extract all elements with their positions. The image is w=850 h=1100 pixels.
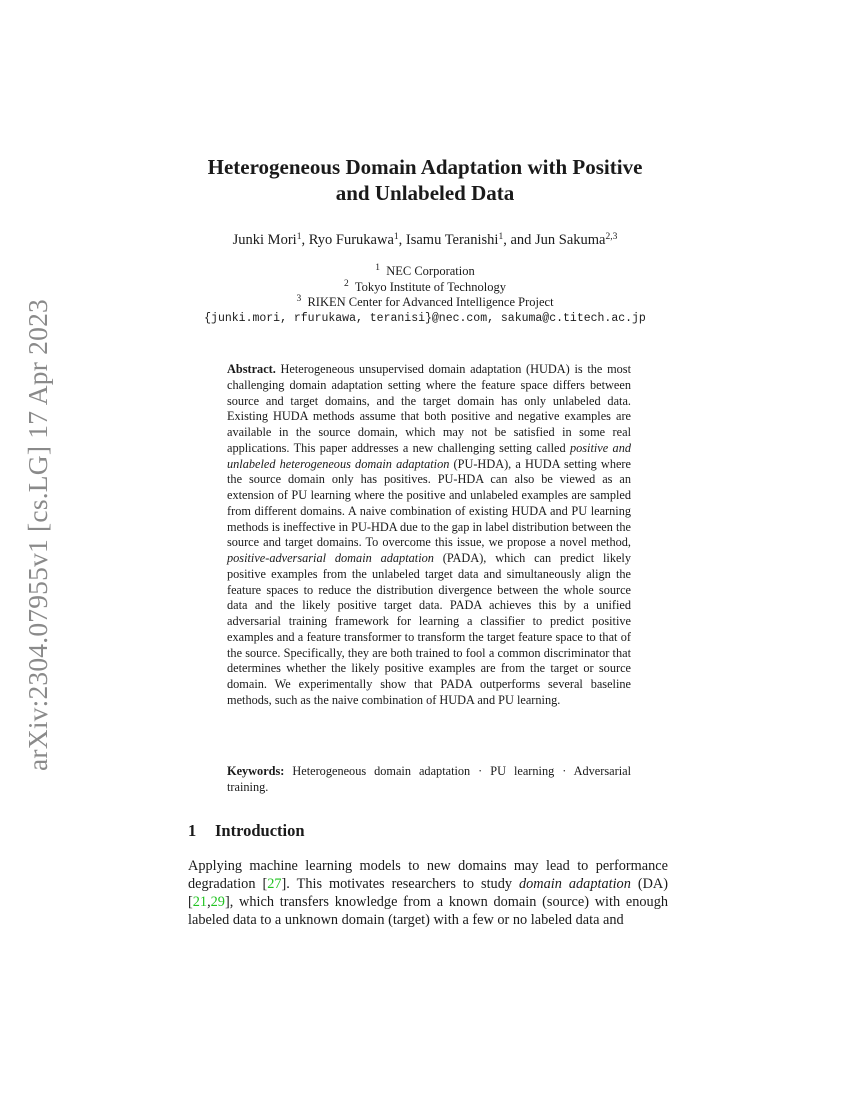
section-heading [188, 821, 305, 841]
author-emails: {junki.mori, rfurukawa, teranisi}@nec.com, sakuma@c.titech.ac.jp [204, 311, 646, 325]
affiliation-row [150, 295, 700, 311]
affiliation-mark: 3 [296, 294, 302, 304]
title-line-2: and Unlabeled Data [335, 181, 515, 205]
affiliation-row [150, 280, 700, 296]
citation-link[interactable]: 21 [192, 894, 208, 910]
author-name: Isamu Teranishi [405, 232, 499, 248]
keywords-text: Heterogeneous domain adaptation · PU learning · Adversarial training. [227, 764, 631, 794]
author-name: Jun Sakuma [535, 232, 606, 248]
citation-link[interactable]: 29 [210, 894, 225, 910]
author-name: Junki Mori [232, 232, 297, 248]
affiliation-mark: 2 [344, 278, 349, 289]
abstract-text: (PADA), which can predict likely positive examples from the unlabeled target data and simultaneously align the feature spaces to reduce the distribution divergence between the whole source data and the likely positive target data. PADA achieves this by a unified adversarial training framework for learning a classifier to predict positive examples and a feature transformer to transform the target feature space to that of the source. Specifically, they are both trained to fool a common discriminator that determines whether the likely positive examples are from the target or source domain. We experimentally show that PADA outperforms several baseline methods, such as the naive combination of HUDA and PU learning. [227, 551, 631, 707]
affiliation-row [150, 264, 700, 280]
abstract-text: Heterogeneous unsupervised domain adaptation (HUDA) is the most challenging domain adaptation setting where the feature space differs between source and target domains, and the target domain has only unlabeled data. Existing HUDA methods assume that both positive and negative examples are available in the source domain, which may not be satisfied in some real applications. This paper addresses a new challenging setting called [227, 362, 631, 455]
affiliation-name: NEC Corporation [386, 264, 475, 278]
affiliation-mark: 1 [375, 263, 380, 273]
citation-link[interactable]: 27 [267, 876, 282, 892]
intro-text: (DA) [ [188, 876, 669, 910]
author-affil-mark: 2,3 [605, 232, 618, 242]
arxiv-identifier: arXiv:2304.07955v1 [cs.LG] 17 Apr 2023 [22, 299, 53, 771]
abstract-emphasis: positive-adversarial domain adaptation [227, 551, 434, 565]
intro-text: , [207, 894, 211, 910]
intro-text: Applying machine learning models to new domains may lead to performance degradation [ [188, 858, 668, 892]
arxiv-sidebar [0, 0, 80, 1100]
abstract [227, 362, 631, 709]
section-number: 1 [188, 821, 197, 840]
author-separator: , and [503, 232, 535, 248]
abstract-heading: Abstract. [227, 362, 276, 376]
section-title: Introduction [215, 821, 305, 840]
keywords [227, 764, 631, 796]
author-name: Ryo Furukawa [308, 232, 394, 248]
title-line-1: Heterogeneous Domain Adaptation with Positive [207, 155, 643, 179]
paper-title [150, 154, 700, 206]
author-separator: , [398, 232, 406, 248]
author-list [150, 232, 700, 249]
keywords-heading: Keywords: [227, 764, 285, 778]
intro-emphasis: domain adaptation [519, 876, 631, 892]
abstract-emphasis: positive and unlabeled heterogeneous domain adaptation [227, 440, 631, 471]
author-affil-mark: 1 [393, 232, 399, 242]
intro-text: ]. This motivates researchers to study [281, 876, 519, 892]
intro-text: ], which transfers knowledge from a known domain (source) with enough labeled data to a unknown domain (target) with a few or no labeled data and [188, 894, 668, 928]
affiliation-name: Tokyo Institute of Technology [354, 279, 506, 294]
author-affil-mark: 1 [296, 232, 302, 242]
affiliations [150, 264, 700, 326]
affiliation-name: RIKEN Center for Advanced Intelligence Project [307, 295, 554, 309]
author-separator: , [301, 232, 309, 248]
author-affil-mark: 1 [498, 232, 504, 242]
abstract-text: (PU-HDA), a HUDA setting where the source domain only has positives. PU-HDA can also be viewed as an extension of PU learning where the positive and unlabeled examples are sampled from different domains. A naive combination of existing HUDA and PU learning methods is ineffective in PU-HDA due to the gap in label distribution between the source and target domains. To overcome this issue, we propose a novel method, [227, 456, 631, 550]
intro-paragraph [188, 857, 668, 929]
